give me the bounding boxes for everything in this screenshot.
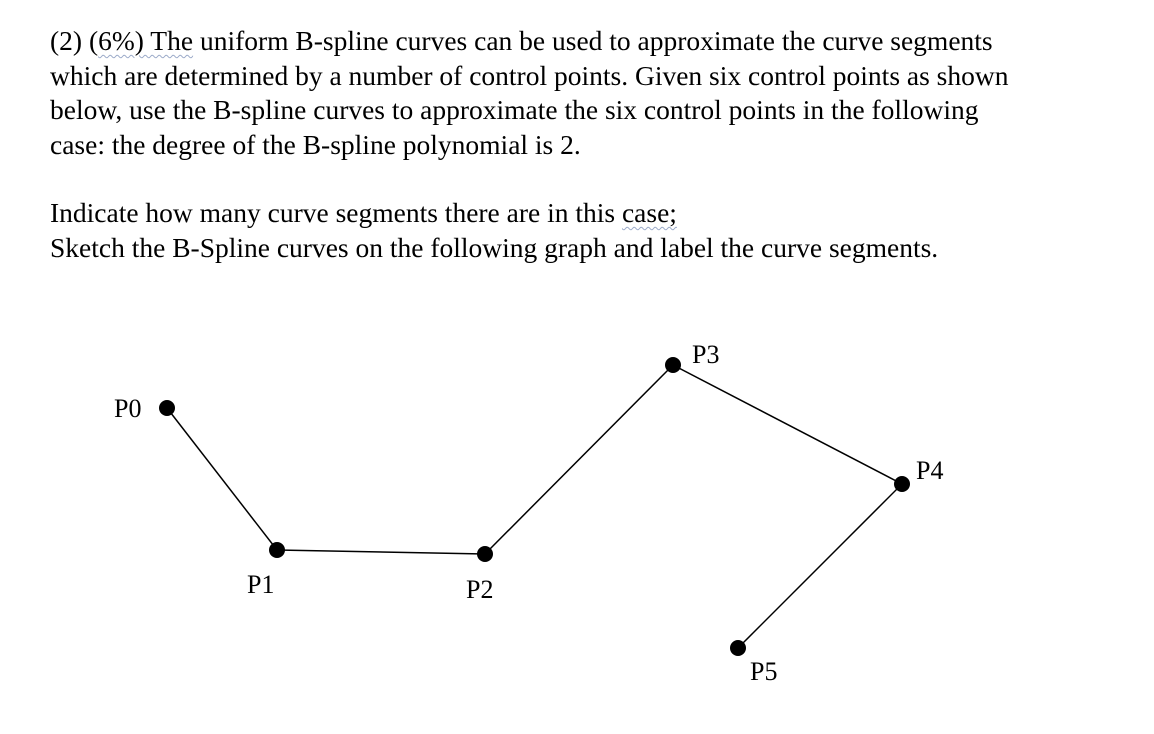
segment-p1-p2: [277, 550, 485, 554]
question-line-2: which are determined by a number of control points. Given six control points as shown: [50, 59, 1009, 91]
control-polygon: [167, 365, 902, 648]
question-line-1-start: (2) (: [50, 25, 99, 56]
control-point-p3: [665, 357, 681, 373]
control-point-p5: [730, 640, 746, 656]
label-p0: P0: [114, 394, 142, 423]
label-p4: P4: [916, 456, 944, 485]
segment-p4-p5: [738, 484, 902, 648]
label-p2: P2: [466, 575, 494, 604]
segment-p0-p1: [167, 408, 277, 550]
question-line-3: below, use the B-spline curves to approximate the six control points in the following: [50, 94, 979, 125]
question-line-4: case: the degree of the B-spline polynomial is 2.: [50, 128, 581, 160]
question-line-1-end: uniform B-spline curves can be used to approximate the curve segments: [193, 25, 993, 56]
segment-p2-p3: [485, 365, 673, 554]
control-point-p0: [159, 400, 175, 416]
control-point-p1: [269, 542, 285, 558]
question-marks-weight: 6%) The: [98, 25, 194, 56]
instruction-line-1-start: Indicate how many curve segments there are in this: [50, 197, 622, 228]
instruction-line-2: Sketch the B-Spline curves on the following graph and label the curve segments.: [50, 231, 939, 263]
label-p5: P5: [750, 657, 778, 686]
control-point-p2: [477, 546, 493, 562]
instruction-line-1-end: case;: [621, 197, 677, 228]
label-p1: P1: [247, 570, 275, 599]
control-point-p4: [894, 476, 910, 492]
segment-p3-p4: [673, 365, 902, 484]
point-labels: [114, 340, 943, 686]
label-p3: P3: [692, 340, 720, 369]
control-points: [159, 357, 910, 656]
